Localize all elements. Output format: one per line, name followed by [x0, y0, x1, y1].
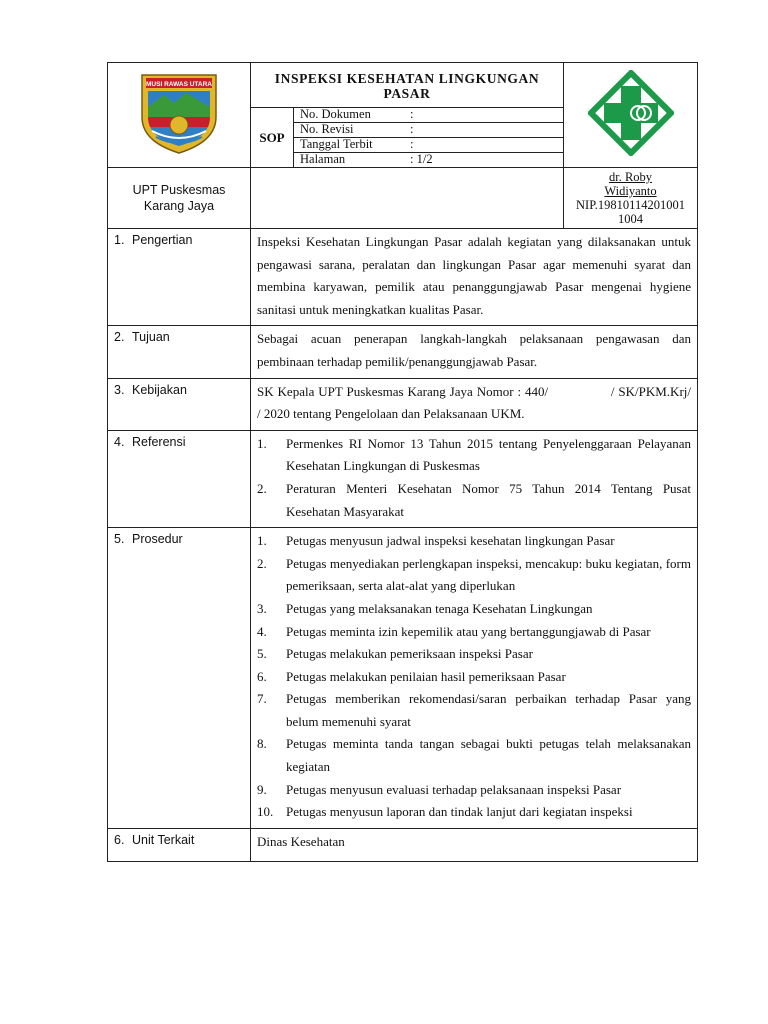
- unit-terkait-text: Dinas Kesehatan: [257, 833, 345, 849]
- list-item: [257, 643, 691, 666]
- section-title: Unit Terkait: [132, 832, 195, 847]
- unit-line: UPT Puskesmas: [132, 183, 226, 197]
- section-number: 1.: [114, 233, 125, 247]
- item-text: Petugas yang melaksanakan tenaga Kesehatan Lingkungan: [286, 600, 593, 616]
- list-item: [257, 530, 691, 553]
- section-label: [108, 378, 251, 430]
- sop-label: SOP: [251, 108, 294, 167]
- item-number: 4.: [257, 623, 267, 639]
- section-unit-terkait: [108, 828, 698, 861]
- item-text: Peraturan Menteri Kesehatan Nomor 75 Tahun 2014 Tentang Pusat Kesehatan Masyarakat: [286, 480, 691, 519]
- left-logo-cell: [108, 63, 251, 168]
- meta-key: Tanggal Terbit: [300, 137, 373, 151]
- item-number: 1.: [257, 435, 267, 451]
- emblem-text: MUSI RAWAS UTARA: [146, 81, 212, 88]
- list-item: [257, 553, 691, 598]
- item-number: 3.: [257, 600, 267, 616]
- item-text: Petugas menyusun jadwal inspeksi kesehatan lingkungan Pasar: [286, 533, 615, 549]
- section-label: [108, 828, 251, 861]
- section-title: Referensi: [132, 434, 186, 449]
- item-number: 9.: [257, 781, 267, 797]
- section-number: 5.: [114, 532, 125, 547]
- section-prosedur: [108, 528, 698, 829]
- meta-key: Halaman: [300, 152, 346, 166]
- section-content: [251, 828, 698, 861]
- list-item: [257, 478, 691, 523]
- section-label: [108, 430, 251, 527]
- item-number: 8.: [257, 736, 267, 752]
- meta-row-halaman: [294, 153, 563, 167]
- list-item: [257, 733, 691, 778]
- item-text: Petugas menyediakan perlengkapan inspeksi, mencakup: buku kegiatan, form pemeriksaan, serta alat-alat yang diperlukan: [286, 555, 691, 594]
- item-number: 2.: [257, 480, 267, 496]
- section-referensi: [108, 430, 698, 527]
- right-logo-cell: [564, 63, 698, 168]
- section-label: [108, 229, 251, 326]
- signer-nip: 1004: [618, 212, 643, 226]
- section-title: Pengertian: [132, 233, 193, 247]
- item-number: 5.: [257, 646, 267, 662]
- sop-block: [251, 107, 563, 167]
- header-row: [108, 63, 698, 168]
- list-item: [257, 801, 691, 824]
- meta-value: :: [410, 107, 414, 121]
- section-content: [251, 430, 698, 527]
- item-number: 10.: [257, 804, 274, 820]
- section-tujuan: [108, 326, 698, 378]
- item-text: Petugas memberikan rekomendasi/saran perbaikan terhadap Pasar yang belum memenuhi syarat: [286, 691, 691, 729]
- pengertian-text: Inspeksi Kesehatan Lingkungan Pasar adalah kegiatan yang dilaksanakan untuk pengawasi sarana, peralatan dan lingkungan Pasar agar memenuhi syarat dan membina karyawan, pemilik atau penanggungjawab Pasar mengenai hygiene sanitasi untuk meningkatkan kualitas Pasar.: [257, 234, 691, 317]
- regency-emblem-icon: [138, 71, 220, 155]
- puskesmas-logo-icon: [588, 70, 674, 156]
- section-number: 6.: [114, 832, 125, 847]
- section-number: 2.: [114, 330, 125, 345]
- item-text: Petugas menyusun laporan dan tindak lanjut dari kegiatan inspeksi: [286, 804, 633, 820]
- section-kebijakan: [108, 378, 698, 430]
- meta-row-tanggal: [294, 138, 563, 153]
- unit-row: [108, 168, 698, 229]
- unit-name-cell: [108, 168, 251, 229]
- signer-cell: [564, 168, 698, 229]
- item-text: Permenkes RI Nomor 13 Tahun 2015 tentang Penyelenggaraan Pelayanan Kesehatan Lingkungan di Puskesmas: [286, 435, 691, 474]
- section-content: [251, 229, 698, 326]
- kebijakan-text: SK Kepala UPT Puskesmas Karang Jaya Nomor : 440/ / SK/PKM.Krj/ / 2020 tentang Pengelolaan dan Pelaksanaan UKM.: [257, 383, 711, 422]
- meta-value: :: [410, 122, 414, 136]
- signer-nip: NIP.19810114201001: [576, 198, 685, 212]
- section-pengertian: [108, 229, 698, 326]
- meta-value: :: [410, 137, 414, 151]
- list-item: [257, 666, 691, 689]
- list-item: [257, 688, 691, 733]
- referensi-list: [257, 433, 691, 523]
- section-number: 3.: [114, 382, 125, 397]
- list-item: [257, 598, 691, 621]
- section-label: [108, 326, 251, 378]
- list-item: [257, 621, 691, 644]
- signer-name: dr. Roby: [608, 170, 653, 184]
- item-text: Petugas menyusun evaluasi terhadap pelaksanaan inspeksi Pasar: [286, 781, 622, 797]
- unit-line: Karang Jaya: [143, 199, 215, 213]
- tujuan-text: Sebagai acuan penerapan langkah-langkah pelaksanaan pengawasan dan pembinaan terhadap pemilik/penanggungjawab Pasar.: [257, 331, 691, 369]
- item-text: Petugas meminta tanda tangan sebagai bukti petugas telah melaksanakan kegiatan: [286, 736, 691, 775]
- blank-cell: [251, 168, 564, 229]
- document-meta: [294, 108, 563, 167]
- item-number: 2.: [257, 555, 267, 571]
- title-cell: [251, 63, 564, 168]
- item-number: 1.: [257, 533, 267, 549]
- list-item: [257, 433, 691, 478]
- item-number: 6.: [257, 668, 267, 684]
- item-text: Petugas melakukan penilaian hasil pemeriksaan Pasar: [286, 668, 566, 684]
- meta-key: No. Dokumen: [300, 107, 371, 121]
- section-title: Prosedur: [132, 532, 183, 547]
- signer-name: Widiyanto: [604, 184, 657, 198]
- meta-row-revisi: [294, 123, 563, 138]
- sop-table: [107, 62, 711, 862]
- meta-key: No. Revisi: [300, 122, 354, 136]
- section-title: Kebijakan: [132, 382, 187, 397]
- section-number: 4.: [114, 434, 125, 449]
- prosedur-list: [257, 530, 691, 824]
- section-label: [108, 528, 251, 829]
- document-title: INSPEKSI KESEHATAN LINGKUNGAN PASAR: [274, 71, 540, 101]
- meta-value: : 1/2: [410, 152, 433, 166]
- item-number: 7.: [257, 691, 267, 707]
- section-content: [251, 326, 698, 378]
- item-text: Petugas meminta izin kepemilik atau yang bertanggungjawab di Pasar: [286, 623, 651, 639]
- meta-row-dokumen: [294, 108, 563, 123]
- list-item: [257, 779, 691, 802]
- section-content: [251, 378, 711, 430]
- section-content: [251, 528, 698, 829]
- item-text: Petugas melakukan pemeriksaan inspeksi Pasar: [286, 646, 533, 662]
- sop-document: [107, 62, 711, 862]
- section-title: Tujuan: [132, 330, 170, 345]
